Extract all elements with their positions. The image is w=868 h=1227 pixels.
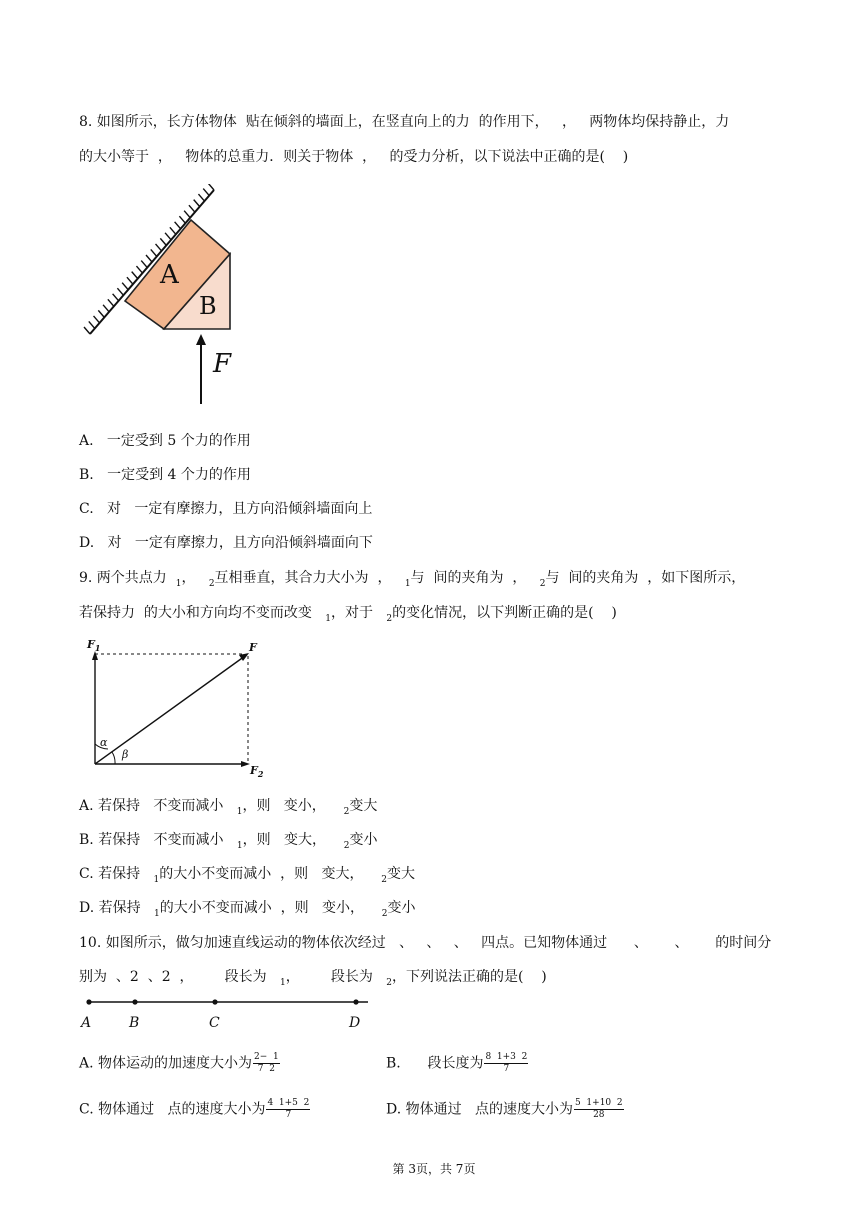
label-alpha: α <box>100 736 108 749</box>
wall-hatch-mark <box>146 255 152 262</box>
wall-hatch-mark <box>94 316 100 323</box>
q10-option-d: D. 物体通过 点的速度大小为 $\frac{5 1+10 2}{28}$ <box>386 1098 623 1120</box>
q9-option-a: A. 若保持 不变而减小 $_1$，则 变小， $_2$变大 <box>79 798 378 817</box>
q8-option-d: D. 对 一定有摩擦力，且方向沿倾斜墙面向下 <box>79 535 373 551</box>
page-number-footer: 第 3页，共 7页 <box>392 1162 476 1176</box>
wall-hatch-mark <box>98 310 104 317</box>
wall-hatch-mark <box>203 189 209 196</box>
q10-figure <box>78 994 378 1034</box>
wall-hatch-mark <box>189 205 195 212</box>
q9-stem-line2: 若保持力 的大小和方向均不变而改变 $_1$，对于 $_2$的变化情况，以下判断正确的是( ) <box>79 605 617 624</box>
q8-option-c: C. 对 一定有摩擦力，且方向沿倾斜墙面向上 <box>79 501 373 517</box>
wall-hatch-mark <box>89 321 95 328</box>
resultant-vector <box>95 656 245 764</box>
label-point-c: C <box>209 1015 220 1031</box>
wall-hatch-mark <box>141 261 147 268</box>
point-b-dot <box>132 999 137 1004</box>
wall-hatch-mark <box>175 222 181 229</box>
q9-option-c: C. 若保持 $_1$的大小不变而减小 ，则 变大， $_2$变大 <box>79 866 415 885</box>
wall-hatch-mark <box>103 305 109 312</box>
wall-hatch-mark <box>108 299 114 306</box>
wall-hatch-mark <box>113 294 119 301</box>
q9-stem-line1: 9. 两个共点力 $_1$， $_2$互相垂直，其合力大小为 ， $_1$与 间的夹角为 ， $_2$与 间的夹角为 ，如下图所示， <box>79 570 746 589</box>
wall-hatch-mark <box>132 272 138 279</box>
q10-option-a: A. 物体运动的加速度大小为 $\frac{2- 1}{7 2}$ <box>79 1052 279 1074</box>
wall-hatch-mark <box>165 233 171 240</box>
wall-hatch-mark <box>84 327 90 334</box>
q10-option-b: B. 段长度为 $\frac{8 1+3 2}{7}$ <box>386 1052 528 1074</box>
f2-arrowhead <box>241 761 250 767</box>
label-f: F <box>249 641 257 654</box>
label-point-b: B <box>129 1015 140 1031</box>
q9-figure <box>82 636 272 784</box>
wall-hatch-mark <box>170 227 176 234</box>
q8-stem-line2: 的大小等于 ， 物体的总重力．则关于物体 ， 的受力分析，以下说法中正确的是( ) <box>79 149 629 165</box>
wall-hatch-mark <box>122 283 128 290</box>
label-point-a: A <box>81 1015 92 1031</box>
q10-stem-line1: 10. 如图所示，做匀加速直线运动的物体依次经过 、 、 、 四点。已知物体通过 、 、 的时间分 <box>79 935 772 951</box>
wall-hatch-mark <box>194 200 200 207</box>
wall-hatch-mark <box>184 211 190 218</box>
q8-figure <box>80 184 250 409</box>
q8-option-a: A. 一定受到 5 个力的作用 <box>79 433 251 449</box>
wall-hatch-mark <box>160 238 166 245</box>
point-a-dot <box>86 999 91 1004</box>
q9-option-d: D. 若保持 $_1$的大小不变而减小 ，则 变小， $_2$变小 <box>79 900 416 919</box>
label-f: F <box>213 349 232 379</box>
wall-hatch-mark <box>117 288 123 295</box>
label-beta: β <box>122 748 129 761</box>
point-d-dot <box>353 999 358 1004</box>
label-b: B <box>199 292 217 320</box>
force-arrowhead <box>196 334 206 345</box>
wall-hatch-mark <box>151 249 157 256</box>
wall-hatch-mark <box>136 266 142 273</box>
q10-stem-line2: 别为 、2 、2 ， 段长为 $_1$， 段长为 $_2$，下列说法正确的是( ) <box>79 969 547 988</box>
label-a: A <box>160 260 179 290</box>
wall-hatch-mark <box>179 216 185 223</box>
label-f1: $F_1$ <box>87 638 101 653</box>
q10-option-c: C. 物体通过 点的速度大小为 $\frac{4 1+5 2}{7}$ <box>79 1098 310 1120</box>
q8-option-b: B. 一定受到 4 个力的作用 <box>79 467 251 483</box>
wall-hatch-mark <box>156 244 162 251</box>
wall-hatch-mark <box>208 184 214 190</box>
q9-option-b: B. 若保持 不变而减小 $_1$，则 变大， $_2$变小 <box>79 832 378 851</box>
label-f2: $F_2$ <box>250 764 264 779</box>
label-point-d: D <box>349 1015 361 1031</box>
wall-hatch-mark <box>127 277 133 284</box>
point-c-dot <box>212 999 217 1004</box>
wall-hatch-mark <box>198 194 204 201</box>
beta-arc <box>112 752 115 764</box>
q8-stem-line1: 8. 如图所示，长方体物体 贴在倾斜的墙面上，在竖直向上的力 的作用下， ， 两物体均保持静止，力 <box>79 114 730 130</box>
